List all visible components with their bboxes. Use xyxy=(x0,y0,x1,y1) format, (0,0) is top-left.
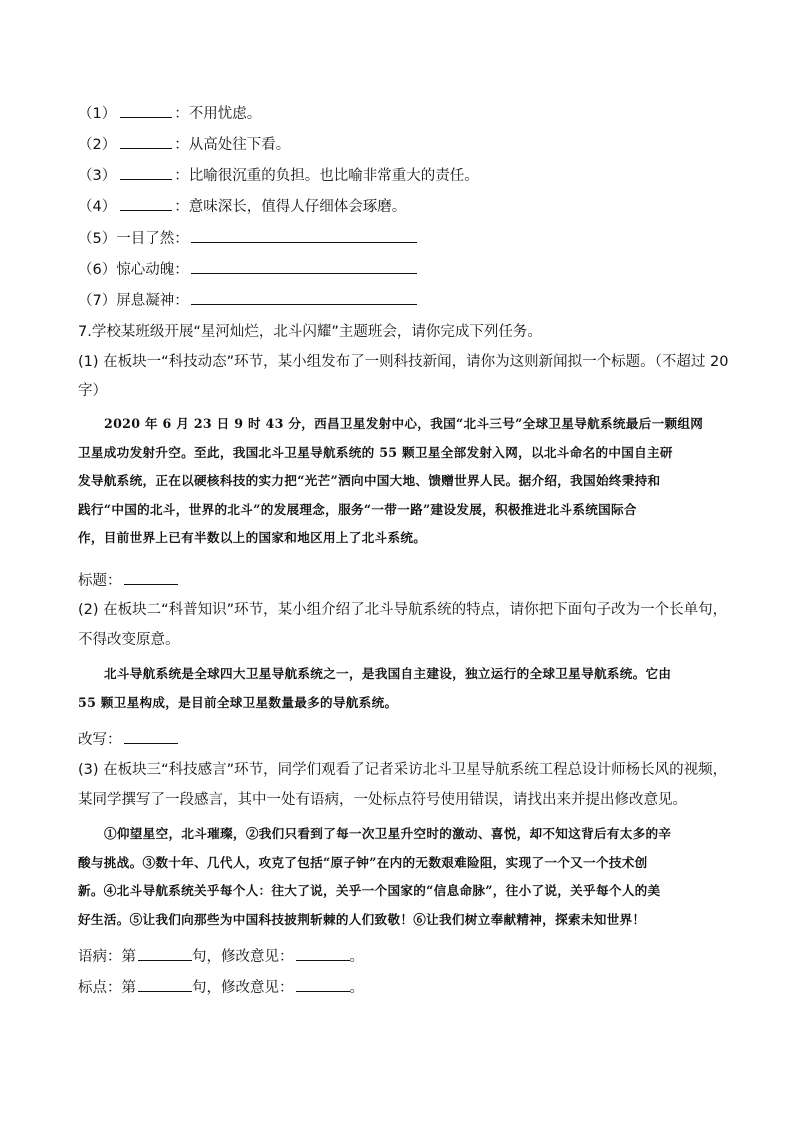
title-answer-blank[interactable] xyxy=(124,570,178,585)
item-meaning: 从高处往下看。 xyxy=(188,137,291,153)
title-answer-row xyxy=(78,570,178,591)
q7-part2-prompt-cont: 不得改变原意。 xyxy=(78,632,180,648)
item-number: （6） xyxy=(78,262,117,278)
passage-line: 发导航系统，正在以硬核科技的实力把“光芒”洒向中国大地、馈赠世界人民。据介绍，我国始终秉持和 xyxy=(78,473,661,489)
item-number: （5） xyxy=(78,231,117,247)
item-number: （4） xyxy=(78,199,117,215)
grammar-label: 语病：第 xyxy=(78,949,136,965)
passage-line: 2020 年 6 月 23 日 9 时 43 分，西昌卫星发射中心，我国“北斗三号”全球卫星导航系统最后一颗组网 xyxy=(104,416,704,431)
passage-line: 卫星成功发射升空。至此，我国北斗卫星导航系统的 55 颗卫星全部发射入网，以北斗命名的中国自主研 xyxy=(78,444,673,460)
passage-line: 践行“中国的北斗，世界的北斗”的发展理念，服务“一带一路”建设发展，积极推进北斗系统国际合 xyxy=(78,501,637,517)
vocab-word-6 xyxy=(78,259,417,280)
answer-blank[interactable] xyxy=(191,259,417,274)
answer-blank[interactable] xyxy=(191,290,417,305)
news-passage xyxy=(78,410,718,553)
answer-blank[interactable] xyxy=(120,134,172,149)
item-number: （2） xyxy=(78,137,117,153)
q7-part1-prompt: (1) 在板块一“科技动态”环节，某小组发布了一则科技新闻，请你为这则新闻拟一个标题。（不超过 20 xyxy=(78,354,729,370)
beidou-passage xyxy=(78,660,718,717)
passage-line: 酸与挑战。③数十年、几代人，攻克了包括“原子钟”在内的无数艰难险阻，实现了一个又一个技术创 xyxy=(78,854,648,870)
vocab-item-1: （1） ：不用忧虑。 xyxy=(78,103,261,124)
rewrite-label: 改写： xyxy=(78,732,122,748)
passage-line: ①仰望星空，北斗璀璨，②我们只看到了每一次卫星升空时的激动、喜悦，却不知这背后有太多的辛 xyxy=(104,826,672,841)
item-number: （1） xyxy=(78,106,117,122)
q7-part3-prompt: (3) 在板块三“科技感言”环节，同学们观看了记者采访北斗卫星导航系统工程总设计师杨长风的视频， xyxy=(78,762,728,778)
item-number: （3） xyxy=(78,168,117,184)
punctuation-error-row: 标点：第 句，修改意见： 。 xyxy=(78,977,364,998)
item-word: 屏息凝神： xyxy=(116,293,189,309)
item-word: 惊心动魄： xyxy=(116,262,189,278)
item-meaning: 意味深长，值得人仔细体会琢磨。 xyxy=(188,199,407,215)
grammar-sentence-blank[interactable] xyxy=(138,946,192,961)
answer-blank[interactable] xyxy=(120,165,172,180)
q7-part2-prompt: (2) 在板块二“科普知识”环节，某小组介绍了北斗导航系统的特点，请你把下面句子改为一个长单句， xyxy=(78,602,728,618)
item-number: （7） xyxy=(78,293,117,309)
vocab-item-2: （2） ：从高处往下看。 xyxy=(78,134,290,155)
rewrite-answer-blank[interactable] xyxy=(124,729,178,744)
passage-line: 55 颗卫星构成，是目前全球卫星数量最多的导航系统。 xyxy=(78,694,398,710)
grammar-error-row: 语病：第 句，修改意见： 。 xyxy=(78,946,364,967)
vocab-item-4: （4） ：意味深长，值得人仔细体会琢磨。 xyxy=(78,196,406,217)
passage-line: 新。④北斗导航系统关乎每个人：往大了说，关乎一个国家的“信息命脉”，往小了说，关乎每个人的美 xyxy=(78,883,661,899)
passage-line: 北斗导航系统是全球四大卫星导航系统之一，是我国自主建设，独立运行的全球卫星导航系统。它由 xyxy=(104,666,672,681)
passage-line: 作，目前世界上已有半数以上的国家和地区用上了北斗系统。 xyxy=(78,530,427,546)
answer-blank[interactable] xyxy=(120,196,172,211)
punct-advice-blank[interactable] xyxy=(296,977,350,992)
q7-part1-prompt-cont: 字） xyxy=(78,383,107,399)
item-meaning: 不用忧虑。 xyxy=(188,106,262,122)
vocab-word-5 xyxy=(78,228,417,249)
item-meaning: 比喻很沉重的负担。也比喻非常重大的责任。 xyxy=(188,168,479,184)
vocab-word-7 xyxy=(78,290,417,311)
q7-part3-prompt-cont: 某同学撰写了一段感言，其中一处有语病，一处标点符号使用错误，请找出来并提出修改意见。 xyxy=(78,792,687,808)
question-7-stem: 7.学校某班级开展“星河灿烂，北斗闪耀”主题班会，请你完成下列任务。 xyxy=(78,324,542,340)
punct-label: 标点：第 xyxy=(78,980,136,996)
punct-sentence-blank[interactable] xyxy=(138,977,192,992)
rewrite-answer-row xyxy=(78,729,178,750)
answer-blank[interactable] xyxy=(191,228,417,243)
reflection-passage xyxy=(78,820,718,934)
title-label: 标题： xyxy=(78,573,122,589)
vocab-item-3: （3） ：比喻很沉重的负担。也比喻非常重大的责任。 xyxy=(78,165,479,186)
passage-line: 好生活。⑤让我们向那些为中国科技披荆斩棘的人们致敬！⑥让我们树立奉献精神，探索未知世界！ xyxy=(78,911,646,927)
item-word: 一目了然： xyxy=(116,231,189,247)
answer-blank[interactable] xyxy=(120,103,172,118)
grammar-advice-blank[interactable] xyxy=(296,946,350,961)
